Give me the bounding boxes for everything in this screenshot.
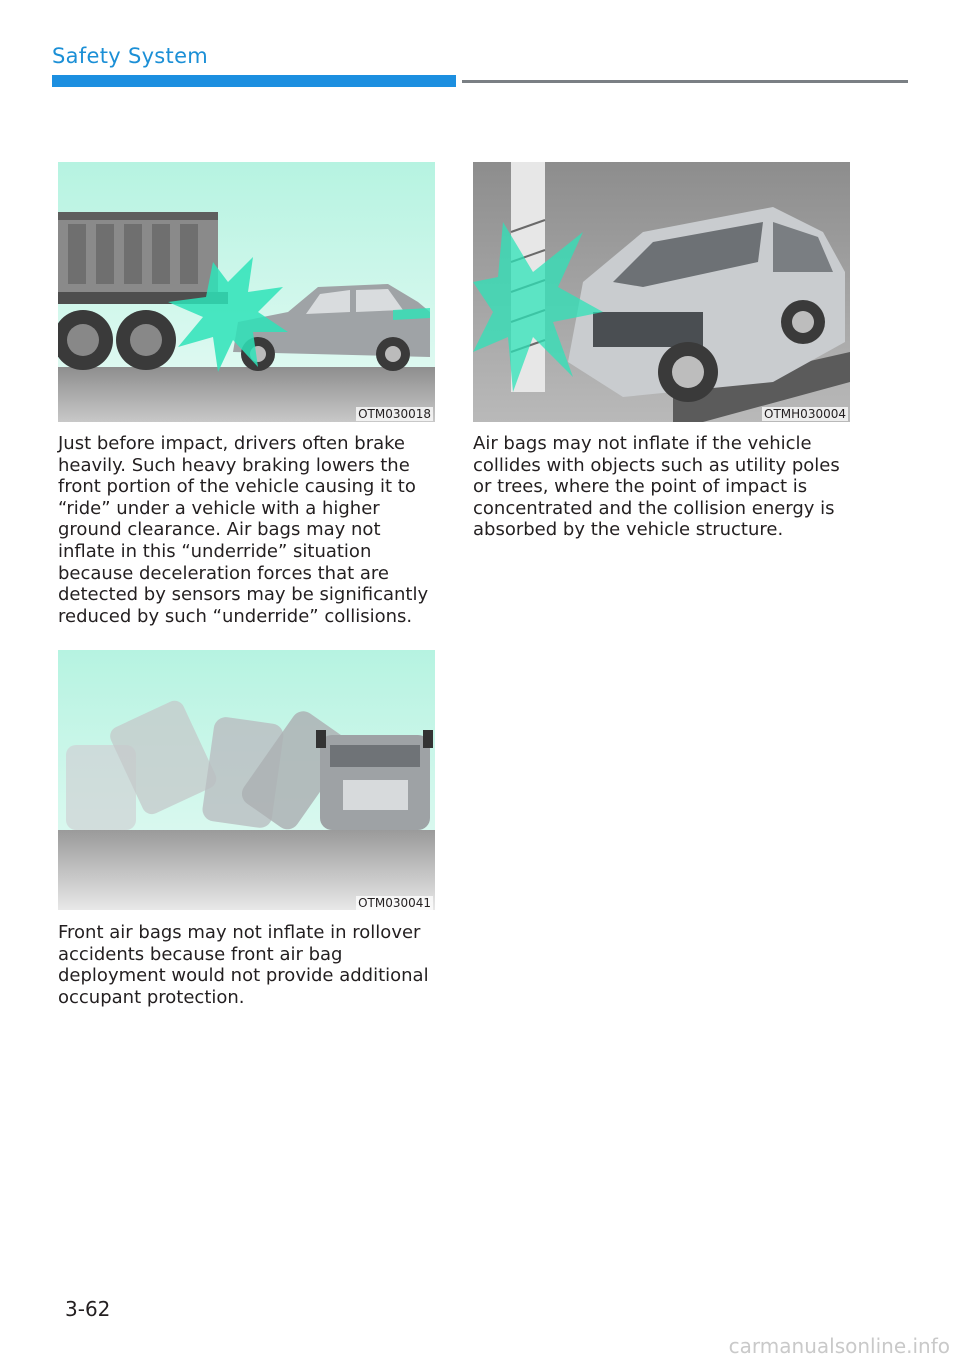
paragraph-rollover: Front air bags may not inflate in rollover accidents because front air bag deployment would not provide additional occupant protection. [58, 922, 429, 1008]
paragraph-pole-collision: Air bags may not inflate if the vehicle collides with objects such as utility poles or trees, where the point of impact is concentrated and the collision energy is absorbed by the vehicle structure. [473, 433, 840, 541]
rollover-illustration [58, 650, 435, 910]
paragraph-underride: Just before impact, drivers often brake heavily. Such heavy braking lowers the front portion of the vehicle causing it to “ride” under a vehicle with a higher ground clearance. Air bags may not inflate in this “underride” situation because deceleration forces that are detected by sensors may be significantly reduced by such “underride” collisions. [58, 433, 429, 627]
header-rule-gray [462, 80, 908, 83]
watermark: carmanualsonline.info [728, 1334, 950, 1358]
page-number: 3-62 [65, 1297, 111, 1321]
figure-code-otm030018: OTM030018 [358, 407, 431, 421]
section-title: Safety System [52, 44, 209, 68]
figure-code-otmh030004: OTMH030004 [764, 407, 846, 421]
figure-code-otm030041: OTM030041 [358, 896, 431, 910]
header-rule-blue [52, 75, 456, 87]
truck-underride-collision-illustration [58, 162, 435, 422]
pole-collision-illustration [473, 162, 850, 422]
